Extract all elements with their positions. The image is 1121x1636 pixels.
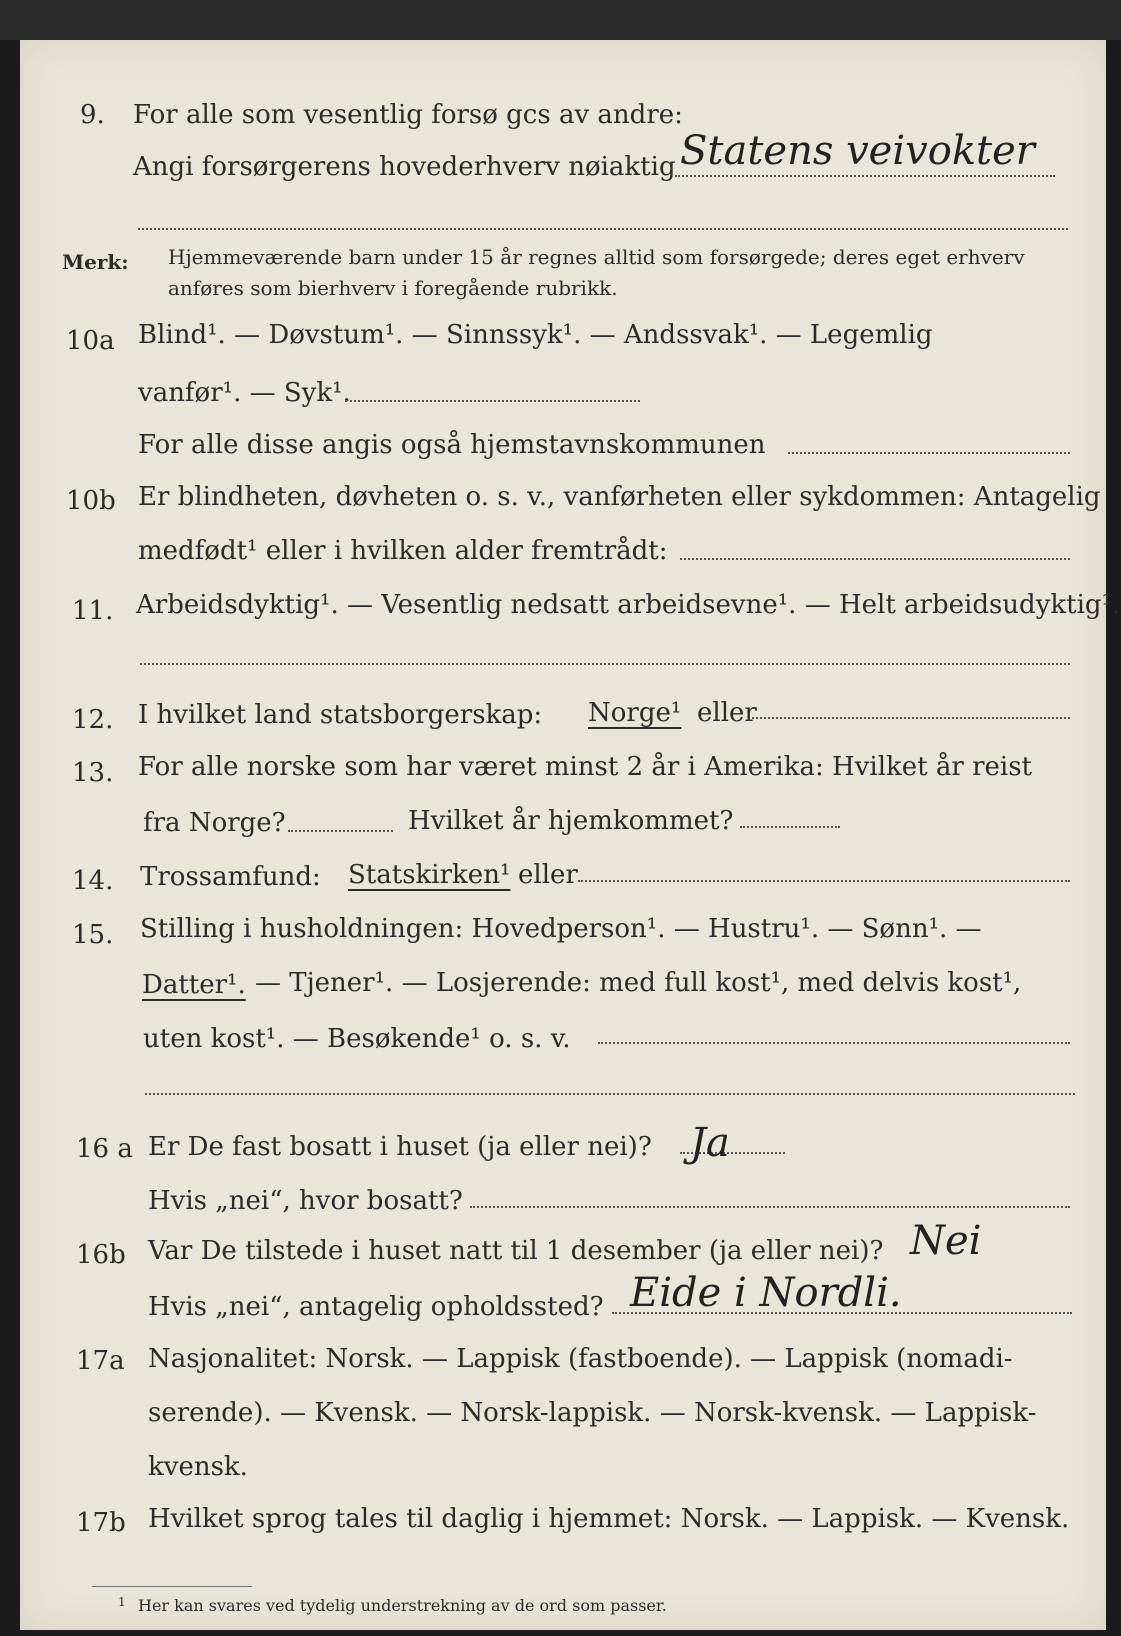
q10a-line2-field [345,400,640,402]
q10a-line3-field [788,452,1070,454]
q13-line2b: Hvilket år hjemkommet? [408,806,734,836]
q16b-handwritten-answer2: Eide i Nordli. [630,1270,902,1316]
q17a-line1: Nasjonalitet: Norsk. — Lappisk (fastboende). — Lappisk (nomadi- [148,1344,1013,1374]
q9-number: 9. [80,100,105,130]
q10b-line2: medfødt¹ eller i hvilken alder fremtrådt: [138,536,668,566]
q9-line2: Angi forsørgerens hovederhverv nøiaktig [133,152,676,182]
q12-number: 12. [72,705,114,735]
merk-label: Merk: [62,250,129,274]
q17b-line1: Hvilket sprog tales til daglig i hjemmet: Norsk. — Lappisk. — Kvensk. [148,1504,1070,1534]
q13-year-left-field [288,830,393,832]
q12-pre: I hvilket land statsborgerskap: [138,700,543,730]
q10b-line2-field [680,558,1070,560]
q9-answer-line [675,175,1055,177]
q16a-handwritten-answer: Ja [690,1120,730,1166]
q12-field [752,717,1070,719]
q14-post: eller [518,860,578,890]
q10a-line3: For alle disse angis også hjemstavnskommunen [138,430,766,460]
q17a-line3: kvensk. [148,1452,248,1482]
q16a-number: 16 a [76,1134,133,1164]
q9-line1: For alle som vesentlig forsø gcs av andre: [133,100,683,130]
footnote-text: Her kan svares ved tydelig understrekning av de ord som passer. [138,1596,667,1615]
q16b-line2: Hvis „nei“, antagelig opholdssted? [148,1292,604,1322]
q16b-handwritten-answer1: Nei [910,1218,982,1264]
q11-line1: Arbeidsdyktig¹. — Vesentlig nedsatt arbeidsevne¹. — Helt arbeidsudyktig¹. [136,590,1121,620]
q16a-line2-field [470,1206,1070,1208]
q14-field [578,880,1070,882]
q16b-number: 16b [76,1240,126,1270]
q16a-line1: Er De fast bosatt i huset (ja eller nei)? [148,1132,652,1162]
q15-line2: — Tjener¹. — Losjerende: med full kost¹, med delvis kost¹, [255,968,1022,998]
q17a-number: 17a [76,1346,125,1376]
q10a-line1: Blind¹. — Døvstum¹. — Sinnssyk¹. — Andssvak¹. — Legemlig [138,320,933,350]
q13-line1: For alle norske som har været minst 2 år i Amerika: Hvilket år reist [138,752,1032,782]
q15-extra-field [145,1093,1075,1095]
q11-field [140,663,1070,665]
q14-underlined: Statskirken¹ [348,860,511,890]
q15-line3-field [598,1042,1070,1044]
q15-line3: uten kost¹. — Besøkende¹ o. s. v. [143,1024,571,1054]
merk-line2: anføres som bierhverv i foregående rubrikk. [168,276,618,300]
q14-number: 14. [72,866,114,896]
q12-underlined: Norge¹ [588,698,682,728]
q10a-number: 10a [66,326,115,356]
q13-number: 13. [72,758,114,788]
q15-underlined: Datter¹. [142,970,246,1000]
q15-number: 15. [72,920,114,950]
q13-line2a: fra Norge? [143,808,286,838]
q16a-line2: Hvis „nei“, hvor bosatt? [148,1186,463,1216]
q14-pre: Trossamfund: [140,862,321,892]
q11-number: 11. [72,596,114,626]
q10a-line2: vanfør¹. — Syk¹. [138,378,351,408]
footnote-mark: 1 [118,1595,126,1609]
q16b-line1: Var De tilstede i huset natt til 1 desember (ja eller nei)? [148,1236,884,1266]
scan-top-border [0,0,1121,40]
q15-line1: Stilling i husholdningen: Hovedperson¹. — Hustru¹. — Sønn¹. — [140,914,982,944]
q10b-number: 10b [66,486,116,516]
merk-line1: Hjemmeværende barn under 15 år regnes alltid som forsørgede; deres eget erhverv [168,245,1025,269]
q12-post: eller [697,698,757,728]
q9-extra-line [138,228,1068,230]
footnote-rule [92,1586,252,1587]
q17a-line2: serende). — Kvensk. — Norsk-lappisk. — Norsk-kvensk. — Lappisk- [148,1398,1037,1428]
q9-handwritten-answer: Statens veivokter [680,128,1035,174]
q13-year-back-field [740,826,840,828]
q17b-number: 17b [76,1508,126,1538]
q10b-line1: Er blindheten, døvheten o. s. v., vanførheten eller sykdommen: Antagelig [138,482,1101,512]
